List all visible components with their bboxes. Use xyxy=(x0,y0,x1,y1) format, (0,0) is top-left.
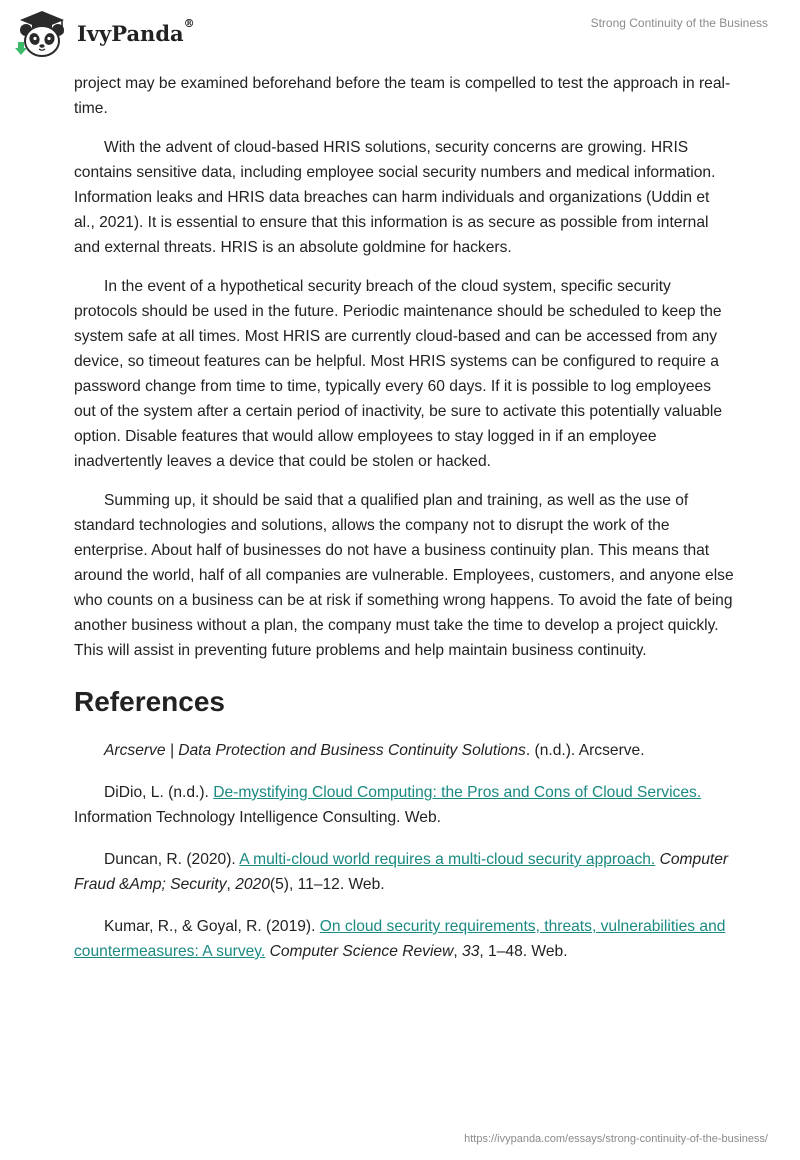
reference-authors: Kumar, R., & Goyal, R. (2019). xyxy=(104,918,320,935)
paragraph-4: Summing up, it should be said that a qualified plan and training, as well as the use of standard technologies and solutions, allows the company not to disrupt the work of the enterprise. About half of businesses do not have a business continuity plan. This means that around the world, half of all companies are vulnerable. Employees, customers, and anyone else who counts on a business can be at risk if something wrong happens. To avoid the fate of being another business without a plan, the company must take the time to develop a project quickly. This will assist in preventing future problems and help maintain business continuity. xyxy=(74,492,734,659)
ivypanda-logo[interactable] xyxy=(14,8,214,60)
reference-item xyxy=(74,780,734,830)
logo-name: IvyPanda xyxy=(77,21,184,46)
reference-link[interactable]: On cloud security requirements, threats, vulnerabilities and countermeasures: A survey. xyxy=(74,918,726,960)
reference-details: . (n.d.). Arcserve. xyxy=(525,742,645,759)
reference-volume: 33 xyxy=(462,943,480,960)
essay-content xyxy=(74,71,734,981)
reference-journal: Computer Science Review xyxy=(269,943,454,960)
paragraph-3: In the event of a hypothetical security breach of the cloud system, specific security protocols should be used in the future. Periodic maintenance should be scheduled to keep the system safe at all times. Most HRIS are currently cloud-based and can be accessed from any device, so timeout features can be helpful. Most HRIS systems can be configured to require a password change from time to time, typically every 60 days. If it is possible to log employees out of the system after a certain period of inactivity, be sure to activate this potentially valuable option. Disable features that would allow employees to stay logged in if an employee inadvertently leaves a device that could be stolen or hacked. xyxy=(74,278,723,470)
logo-wordmark xyxy=(77,17,195,46)
paragraph-1: project may be examined beforehand before the team is compelled to test the approach in real-time. xyxy=(74,75,731,117)
reference-details: , 1–48. Web. xyxy=(479,943,568,960)
footer-url: https://ivypanda.com/essays/strong-continuity-of-the-business/ xyxy=(464,1133,768,1145)
running-title: Strong Continuity of the Business xyxy=(590,16,768,30)
reference-item xyxy=(74,847,734,897)
reference-journal: Computer Fraud &Amp; Security xyxy=(74,851,729,893)
page-header xyxy=(0,0,800,66)
reference-separator: , xyxy=(226,876,236,893)
paragraph-2: With the advent of cloud-based HRIS solutions, security concerns are growing. HRIS contains sensitive data, including employee social security numbers and medical information. Information leaks and HRIS data breaches can harm individuals and organizations (Uddin et al., 2021). It is essential to ensure that this information is as secure as possible from internal and external threats. HRIS is an absolute goldmine for hackers. xyxy=(74,139,716,256)
reference-details: (5), 11–12. Web. xyxy=(269,876,385,893)
reference-authors: Duncan, R. (2020). xyxy=(104,851,240,868)
reference-volume: 2020 xyxy=(235,876,270,893)
references-heading: References xyxy=(74,686,225,717)
reference-separator: , xyxy=(453,943,463,960)
reference-item xyxy=(74,738,734,763)
panda-graduate-icon xyxy=(14,8,70,60)
registered-mark: ® xyxy=(183,17,195,30)
reference-authors: DiDio, L. (n.d.). xyxy=(104,784,214,801)
reference-link[interactable]: A multi-cloud world requires a multi-cloud security approach. xyxy=(239,851,656,868)
reference-title: Arcserve | Data Protection and Business Continuity Solutions xyxy=(104,742,526,759)
reference-item xyxy=(74,914,734,964)
reference-details: Information Technology Intelligence Consulting. Web. xyxy=(74,809,441,826)
reference-link[interactable]: De-mystifying Cloud Computing: the Pros and Cons of Cloud Services. xyxy=(213,784,702,801)
